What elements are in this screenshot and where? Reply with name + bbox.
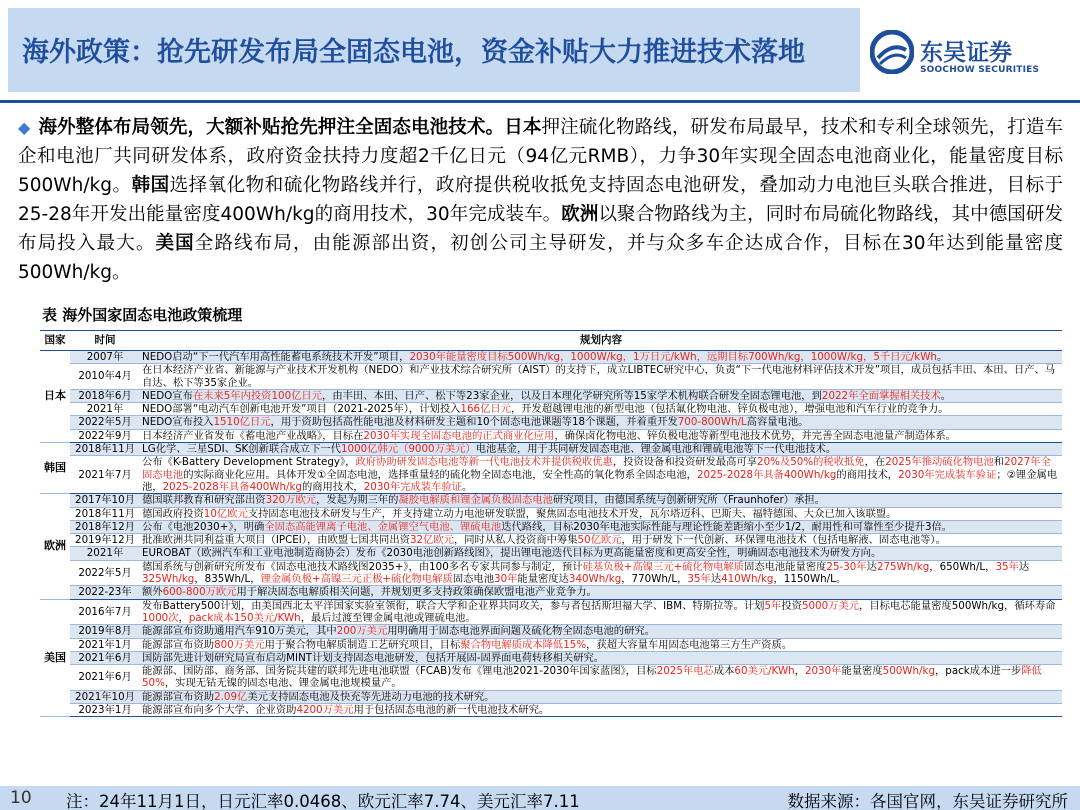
summary-korea-label: 韩国 <box>131 175 170 196</box>
table-row <box>40 560 1062 586</box>
table-row <box>40 429 1062 442</box>
row-time: 2021年 <box>70 547 140 560</box>
row-time: 2021年7月 <box>70 456 140 494</box>
row-content: 日本经济产业省发布《蓄电池产业战略》，目标在2030年实现全固态电池的正式商业化应用，确保卤化物电池、锌负极电池等新型电池技术优势，并完善全固态电池量产制造体系。 <box>140 429 1062 442</box>
row-time: 2021年1月 <box>70 638 140 651</box>
row-time: 2018年6月 <box>70 389 140 402</box>
summary-korea-text: 选择氧化物和硫化物路线并行，政府提供税收抵免支持固态电池研发，叠加动力电池巨头联合推进，目标于25-28年开发出能量密度400Wh/kg的商用技术，30年完成装车。 <box>18 175 1063 225</box>
row-content: EUROBAT（欧洲汽车和工业电池制造商协会）发布《2030电池创新路线图》，提出锂电池迭代目标为更高能量密度和更高安全性，明确固态电池技术为研发方向。 <box>140 547 1062 560</box>
row-content: 德国政府投资10亿欧元支持固态电池技术研发与生产，并支持建立动力电池研发联盟，聚焦固态电池技术开发，瓦尔塔迈科、巴斯夫、福特德国、大众已加入该联盟。 <box>140 507 1062 520</box>
logo-name: 东吴证券 <box>920 40 1012 66</box>
table-row <box>40 456 1062 494</box>
table-header-row <box>40 331 1062 351</box>
table-row <box>40 520 1062 533</box>
summary-paragraph <box>18 113 1063 287</box>
row-time: 2021年6月 <box>70 665 140 691</box>
title-divider <box>0 100 1080 103</box>
table-row <box>40 416 1062 429</box>
row-time: 2007年 <box>70 351 140 364</box>
footer <box>0 786 1080 810</box>
row-content: 发布Battery500计划，由美国西北太平洋国家实验室领衔，联合大学和企业界共同攻关，参与者包括斯坦福大学、IBM、特斯拉等。计划5年投资5000万美元，目标电芯能量密度500Wh/kg，循环寿命1000次，pack成本150美元/KWh，最后过渡至锂金属电池或锂硫电池。 <box>140 599 1062 625</box>
row-content: 德国联邦教育和研究部出资320万欧元，发起为期三年的凝胶电解质和锂金属负极固态电池研究项目，由德国系统与创新研究所（Fraunhofer）承担。 <box>140 494 1062 507</box>
logo-mark-icon <box>870 30 914 74</box>
row-content: NEDO宣布投入1510亿日元，用于资助包括高性能电池及材料研发主题和10个固态电池课题等18个课题，并着重开发700-800Wh/L高容量电池。 <box>140 416 1062 429</box>
table-title: 表 海外国家固态电池政策梳理 <box>42 306 243 324</box>
row-content: 德国系统与创新研究所发布《固态电池技术路线图2035+》，由100多名专家共同参与制定，预计硅基负极+高镍三元+硫化物电解质固态电池能量密度25-30年达275Wh/kg，650Wh/L，35年达325Wh/kg，835Wh/L，锂金属负极+高镍三元正极+硫化物电解质固态电池30年能量密度达340Wh/kg，770Wh/L，35年达410Wh/kg，1150Wh/L。 <box>140 560 1062 586</box>
row-content: NEDO部署“电动汽车创新电池开发”项目（2021-2025年），计划投入166亿日元，开发超越锂电池的新型电池（包括氟化物电池、锌负极电池），增强电池和汽车行业的竞争力。 <box>140 403 1062 416</box>
row-content: 能源部宣布资助800万美元用于聚合物电解质制造工艺研究项目，目标聚合物电解质成本降低15%，获超大容量车用固态电池第三方生产资质。 <box>140 638 1062 651</box>
row-time: 2023年1月 <box>70 704 140 717</box>
title-box <box>8 8 860 92</box>
summary-lead: 海外整体布局领先，大额补贴抢先押注全固态电池技术。 <box>38 117 505 138</box>
table-row <box>40 403 1062 416</box>
table-row <box>40 586 1062 599</box>
row-content: 能源部宣布向多个大学、企业资助4200万美元用于包括固态电池的新一代电池技术研究。 <box>140 704 1062 717</box>
row-time: 2022-23年 <box>70 586 140 599</box>
page-number: 10 <box>10 788 32 808</box>
row-time: 2022年5月 <box>70 560 140 586</box>
table-row <box>40 364 1062 390</box>
data-source: 数据来源：各国官网，东吴证券研究所 <box>787 792 1068 810</box>
header-country: 国家 <box>40 331 70 351</box>
logo-subtitle: SOOCHOW SECURITIES <box>920 65 1040 75</box>
row-time: 2017年10月 <box>70 494 140 507</box>
row-time: 2021年 <box>70 403 140 416</box>
summary-japan-text: 押注硫化物路线，研发布局最早，技术和专利全球领先，打造车企和电池厂共同研发体系，政府资金扶持力度超2千亿日元（94亿元RMB），力争30年实现全固态电池商业化，能量密度目标500Wh/kg。 <box>18 117 1063 196</box>
table-row <box>40 534 1062 547</box>
table-row <box>40 625 1062 638</box>
table-row <box>40 547 1062 560</box>
row-time: 2018年11月 <box>70 443 140 456</box>
table-row <box>40 665 1062 691</box>
policy-table <box>40 330 1062 717</box>
table-row <box>40 494 1062 507</box>
table-row <box>40 690 1062 703</box>
header-content: 规划内容 <box>140 331 1062 351</box>
table-row <box>40 638 1062 651</box>
table-row <box>40 599 1062 625</box>
company-logo <box>870 30 1070 80</box>
table-row <box>40 704 1062 717</box>
row-content: NEDO启动“下一代汽车用高性能蓄电系统技术开发”项目，2030年能量密度目标500Wh/kg，1000W/kg，1万日元/kWh，远期目标700Wh/kg，1000W/kg，5千日元/kWh。 <box>140 351 1062 364</box>
table-row <box>40 351 1062 364</box>
row-content: 公布《K-Battery Development Strategy》，政府协助研发固态电池等新一代电池技术并提供税收优惠，投资设备和投资研发最高可享20%及50%的税收抵免，在2025年推动硫化物电池和2027年全固态电池的实际商业化应用。具体开发①全固态电池，选择重量轻的硫化物全固态电池，安全性高的氧化物系全固态电池，2025-2028年具备400Wh/kg的商用技术，2030年完成装车验证；②锂金属电池，2025-2028年具备400Wh/kg的商用技术，2030年完成装车验证。 <box>140 456 1062 494</box>
row-time: 2018年11月 <box>70 507 140 520</box>
table-row <box>40 389 1062 402</box>
country-korea: 韩国 <box>40 443 70 494</box>
row-time: 2019年12月 <box>70 534 140 547</box>
row-time: 2021年10月 <box>70 690 140 703</box>
table-row <box>40 651 1062 664</box>
header <box>0 0 1080 100</box>
row-content: NEDO宣布在未来5年内投资100亿日元，由丰田、本田、日产、松下等23家企业，以及日本理化学研究所等15家学术机构联合研发全固态锂电池，到2022年全面掌握相关技术。 <box>140 389 1062 402</box>
row-time: 2022年5月 <box>70 416 140 429</box>
country-usa: 美国 <box>40 599 70 717</box>
row-content: LG化学、三星SDI、SK创新联合成立下一代1000亿韩元（9000万美元）电池基金，用于共同研发固态电池、锂金属电池和锂硫电池等下一代电池技术。 <box>140 443 1062 456</box>
country-japan: 日本 <box>40 351 70 443</box>
row-content: 公布《电池2030+》，明确全固态高能锂离子电池、金属锂空气电池、锂硫电池迭代路线，目标2030年电池实际性能与理论性能差距缩小至少1/2，耐用性和可靠性至少提升3倍。 <box>140 520 1062 533</box>
row-content: 批准欧洲共同利益重大项目（IPCEI），由欧盟七国共同出资32亿欧元，同时从私人投资商中筹集50亿欧元，用于研发下一代创新、环保锂电池技术（包括电解液、固态电池等）。 <box>140 534 1062 547</box>
summary-europe-text: 以聚合物路线为主，同时布局硫化物路线，其中德国研发布局投入最大。 <box>18 204 1063 254</box>
table-row <box>40 443 1062 456</box>
footnote: 注：24年11月1日，日元汇率0.0468、欧元汇率7.74、美元汇率7.11 <box>66 792 580 810</box>
row-time: 2021年6月 <box>70 651 140 664</box>
row-time: 2018年12月 <box>70 520 140 533</box>
row-content: 能源部宣布资助通用汽车910万美元，其中200万美元用明确用于固态电池界面问题及硫化物全固态电池的研究。 <box>140 625 1062 638</box>
row-content: 能源部宣布资助2.09亿美元支持固态电池及快充等先进动力电池的技术研究。 <box>140 690 1062 703</box>
summary-japan-label: 日本 <box>504 117 542 138</box>
row-time: 2022年9月 <box>70 429 140 442</box>
diamond-bullet-icon: ◆ <box>18 118 31 137</box>
summary-usa-text: 全路线布局，由能源部出资，初创公司主导研发，并与众多车企达成合作，目标在30年达到能量密度500Wh/kg。 <box>18 233 1063 283</box>
summary-europe-label: 欧洲 <box>561 204 599 225</box>
table-row <box>40 507 1062 520</box>
row-time: 2010年4月 <box>70 364 140 390</box>
row-time: 2019年8月 <box>70 625 140 638</box>
row-content: 能源部、国防部、商务部、国务院共建的联邦先进电池联盟（FCAB)发布《锂电池2021-2030年国家蓝图》，目标2025年电芯成本60美元/KWh，2030年能量密度500Wh/kg，pack成本进一步降低50%，实现无钴无镍的固态电池、锂金属电池规模量产。 <box>140 665 1062 691</box>
row-content: 在日本经济产业省、新能源与产业技术开发机构（NEDO）和产业技术综合研究所（AIST）的支持下，成立LIBTEC研究中心，负责“下一代电池材料评估技术开发”项目，成员包括丰田、本田、日产、马自达、松下等35家企业。 <box>140 364 1062 390</box>
row-content: 额外600-800万欧元用于解决固态电解质相关问题，并规划更多支持政策确保欧盟电池产业竞争力。 <box>140 586 1062 599</box>
row-content: 国防部先进计划研究局宣布启动MINT计划支持固态电池研发，包括开展固-固界面电荷转移相关研究。 <box>140 651 1062 664</box>
header-time: 时间 <box>70 331 140 351</box>
page-title: 海外政策：抢先研发布局全固态电池，资金补贴大力推进技术落地 <box>22 37 805 68</box>
row-time: 2016年7月 <box>70 599 140 625</box>
country-europe: 欧洲 <box>40 494 70 599</box>
summary-usa-label: 美国 <box>155 233 195 254</box>
